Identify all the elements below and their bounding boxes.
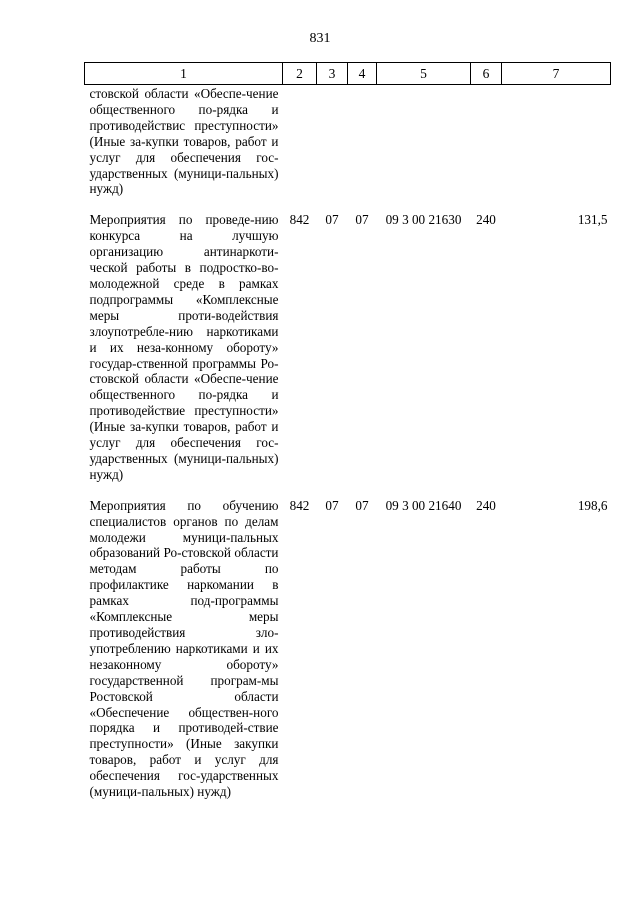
row-col6: 240 [476, 212, 496, 228]
row-col3: 07 [325, 212, 339, 228]
column-header-7: 7 [502, 63, 611, 85]
row-col3: 07 [325, 497, 339, 513]
column-header-3: 3 [317, 63, 348, 85]
row-description: Мероприятия по проведе-нию конкурса на лучшую организацию антинаркоти-ческой работы в подростко-во-молодежной среде в рамках подпрограммы «Комплексные меры проти-водействия злоупотребле-нию наркотиками и их неза-конному обороту» государ-ственной программы Ро-стовской области «Обеспе-чение общественного по-рядка и противодействие преступности» (Иные за-купки товаров, работ и услуг для обеспечения гос-ударственных (муници-пальных) нужд) [89, 212, 279, 482]
row-col7 [502, 85, 611, 198]
row-description: стовской области «Обеспе-чение общественного по-рядка и противодействис преступности» (Иные за-купки товаров, работ и услуг для обеспечения гос-ударственных (муници-пальных) нужд) [89, 86, 279, 197]
row-col4: 07 [355, 212, 369, 228]
column-header-4: 4 [348, 63, 377, 85]
row-col4 [348, 85, 377, 198]
budget-table [84, 62, 611, 800]
page-number: 831 [309, 31, 331, 46]
row-col5: 09 3 00 21630 [385, 212, 462, 228]
table-header-row [85, 63, 611, 85]
row-col2: 842 [289, 497, 310, 513]
table-row [85, 210, 611, 482]
row-col7: 198,6 [577, 497, 608, 513]
row-col5 [377, 85, 471, 198]
row-col5: 09 3 00 21640 [385, 497, 462, 513]
column-header-1: 1 [85, 63, 283, 85]
row-col2 [283, 85, 317, 198]
column-header-6: 6 [471, 63, 502, 85]
column-header-5: 5 [377, 63, 471, 85]
table-row [85, 85, 611, 198]
row-col6: 240 [476, 497, 496, 513]
table-row [85, 496, 611, 800]
row-col4: 07 [355, 497, 369, 513]
row-col2: 842 [289, 212, 310, 228]
column-header-2: 2 [283, 63, 317, 85]
row-col6 [471, 85, 502, 198]
row-col7: 131,5 [577, 212, 608, 228]
row-description: Мероприятия по обучению специалистов органов по делам молодежи муници-пальных образований Ро-стовской области методам работы по профилактике наркомании в рамках под-программы «Комплексные меры противодействия зло-употреблению наркотиками и их незаконному обороту» государственной програм-мы Ростовской области «Обеспечение обществен-ного порядка и противодей-ствие преступности» (Иные закупки товаров, работ и услуг для обеспечения гос-ударственных (муници-пальных) нужд) [89, 497, 279, 800]
row-col3 [317, 85, 348, 198]
